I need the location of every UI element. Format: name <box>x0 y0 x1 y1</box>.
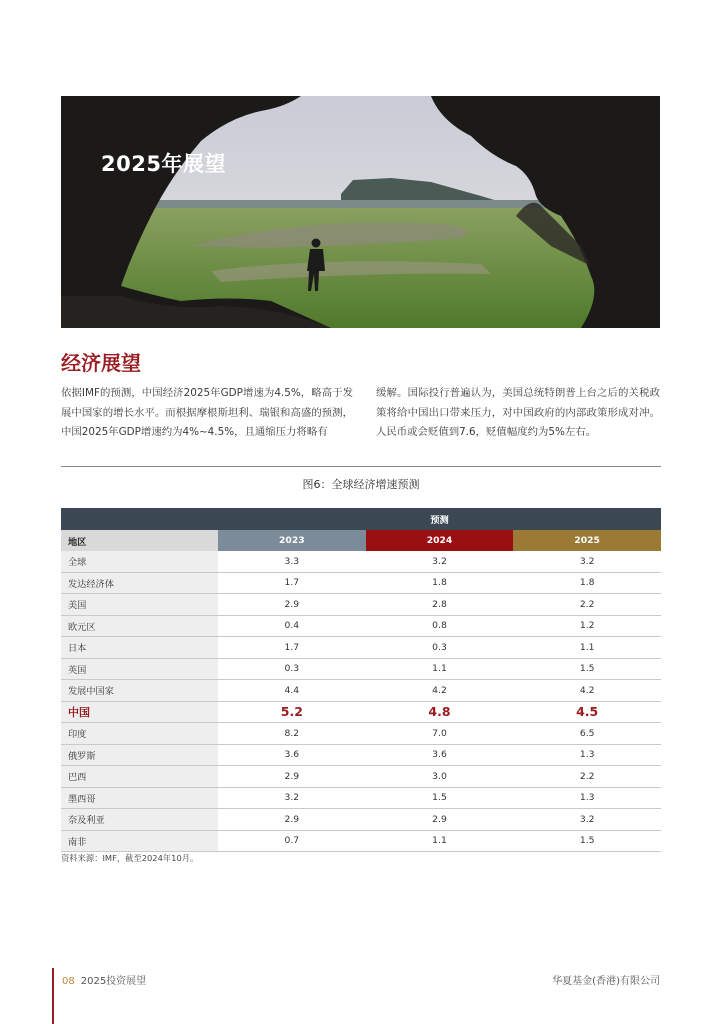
value-2025-cell: 1.5 <box>513 830 661 852</box>
table-row <box>61 594 661 616</box>
company-name: 华夏基金(香港)有限公司 <box>552 976 660 987</box>
table-row <box>61 701 661 723</box>
value-2025-cell: 1.5 <box>513 658 661 680</box>
year-header-2023: 2023 <box>218 530 366 551</box>
value-2023-cell: 0.3 <box>218 658 366 680</box>
hero-image <box>61 96 660 328</box>
region-cell: 欧元区 <box>61 615 218 637</box>
figure-caption: 图6：全球经济增速预测 <box>302 478 420 491</box>
table-row <box>61 680 661 702</box>
value-2025-cell: 1.3 <box>513 787 661 809</box>
table-row <box>61 658 661 680</box>
region-column-header: 地区 <box>61 530 218 551</box>
region-cell: 日本 <box>61 637 218 659</box>
footer-accent-bar <box>52 968 54 1024</box>
value-2024-cell: 1.1 <box>366 658 514 680</box>
region-cell: 奈及利亚 <box>61 809 218 831</box>
table-row <box>61 551 661 572</box>
region-cell: 美国 <box>61 594 218 616</box>
growth-forecast-table <box>61 508 661 852</box>
value-2025-cell: 1.8 <box>513 572 661 594</box>
table-row <box>61 830 661 852</box>
value-2023-cell: 5.2 <box>218 701 366 723</box>
paragraph-right: 缓解。国际投行普遍认为，美国总统特朗普上台之后的关税政策将给中国出口带来压力，对中国政府的内部政策形成对冲。人民币或会贬值到7.6，贬值幅度约为5%左右。 <box>376 387 660 438</box>
value-2025-cell: 2.2 <box>513 594 661 616</box>
table-row <box>61 637 661 659</box>
year-header-2024: 2024 <box>366 530 514 551</box>
document-title: 2025投资展望 <box>80 976 147 987</box>
value-2023-cell: 0.7 <box>218 830 366 852</box>
value-2023-cell: 2.9 <box>218 766 366 788</box>
table-row <box>61 744 661 766</box>
table-corner-cell <box>61 508 218 530</box>
region-cell: 英国 <box>61 658 218 680</box>
table-row <box>61 766 661 788</box>
value-2023-cell: 2.9 <box>218 594 366 616</box>
table-row <box>61 809 661 831</box>
value-2023-cell: 3.2 <box>218 787 366 809</box>
source-note: 资料来源：IMF，截至2024年10月。 <box>61 853 199 863</box>
paragraph-left: 依据IMF的预测，中国经济2025年GDP增速为4.5%，略高于发展中国家的增长水平。而根据摩根斯坦利、瑞银和高盛的预测，中国2025年GDP增速约为4%~4.5%，且通缩压力将略有 <box>61 387 353 438</box>
value-2025-cell: 1.3 <box>513 744 661 766</box>
value-2024-cell: 0.3 <box>366 637 514 659</box>
value-2024-cell: 2.9 <box>366 809 514 831</box>
table-row <box>61 787 661 809</box>
region-cell: 南非 <box>61 830 218 852</box>
cave-landscape-illustration <box>61 96 660 328</box>
value-2025-cell: 6.5 <box>513 723 661 745</box>
value-2025-cell: 3.2 <box>513 551 661 572</box>
value-2024-cell: 1.1 <box>366 830 514 852</box>
value-2023-cell: 1.7 <box>218 572 366 594</box>
region-cell: 巴西 <box>61 766 218 788</box>
region-cell: 俄罗斯 <box>61 744 218 766</box>
region-cell: 墨西哥 <box>61 787 218 809</box>
value-2025-cell: 1.1 <box>513 637 661 659</box>
divider-line <box>61 466 661 467</box>
region-cell: 印度 <box>61 723 218 745</box>
region-cell: 全球 <box>61 551 218 572</box>
value-2024-cell: 3.0 <box>366 766 514 788</box>
value-2024-cell: 4.2 <box>366 680 514 702</box>
value-2023-cell: 3.6 <box>218 744 366 766</box>
region-cell: 中国 <box>61 701 218 723</box>
value-2023-cell: 2.9 <box>218 809 366 831</box>
value-2024-cell: 1.5 <box>366 787 514 809</box>
value-2024-cell: 3.2 <box>366 551 514 572</box>
section-title: 经济展望 <box>61 351 141 375</box>
value-2024-cell: 3.6 <box>366 744 514 766</box>
value-2023-cell: 8.2 <box>218 723 366 745</box>
table-row <box>61 723 661 745</box>
table-row <box>61 572 661 594</box>
value-2025-cell: 3.2 <box>513 809 661 831</box>
region-cell: 发达经济体 <box>61 572 218 594</box>
table-group-header-row <box>61 508 661 530</box>
hero-title: 2025年展望 <box>101 152 226 176</box>
value-2024-cell: 1.8 <box>366 572 514 594</box>
value-2024-cell: 0.8 <box>366 615 514 637</box>
year-header-2025: 2025 <box>513 530 661 551</box>
value-2025-cell: 4.2 <box>513 680 661 702</box>
value-2023-cell: 3.3 <box>218 551 366 572</box>
value-2023-cell: 4.4 <box>218 680 366 702</box>
value-2024-cell: 7.0 <box>366 723 514 745</box>
value-2025-cell: 4.5 <box>513 701 661 723</box>
forecast-group-header: 预测 <box>218 508 661 530</box>
value-2023-cell: 1.7 <box>218 637 366 659</box>
page-number: 08 <box>62 976 75 987</box>
region-cell: 发展中国家 <box>61 680 218 702</box>
value-2024-cell: 2.8 <box>366 594 514 616</box>
value-2024-cell: 4.8 <box>366 701 514 723</box>
value-2025-cell: 2.2 <box>513 766 661 788</box>
table-header-row <box>61 530 661 551</box>
value-2025-cell: 1.2 <box>513 615 661 637</box>
table-row <box>61 615 661 637</box>
footer-left <box>62 972 146 987</box>
value-2023-cell: 0.4 <box>218 615 366 637</box>
